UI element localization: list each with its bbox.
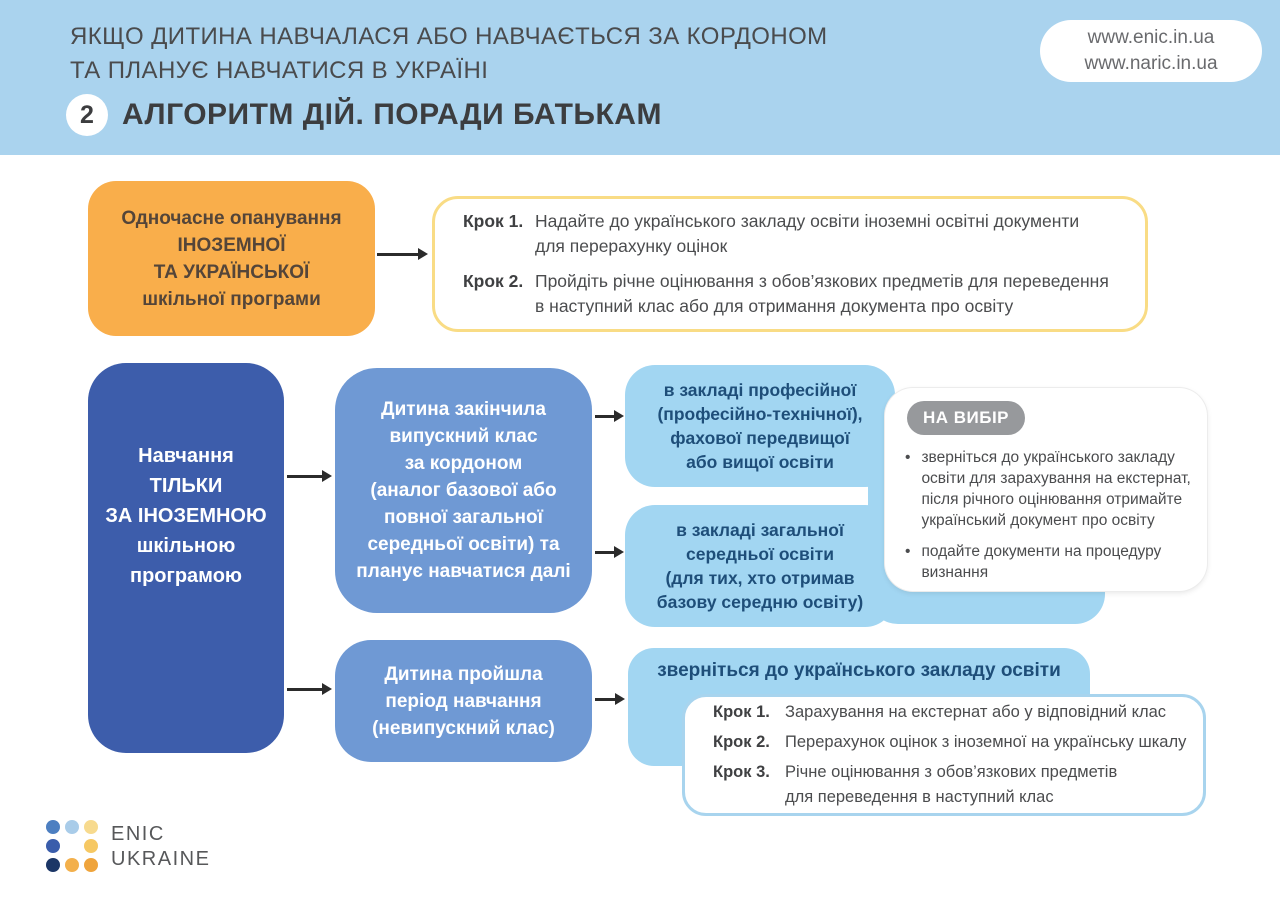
logo-dot	[65, 839, 79, 853]
arrow-midyear-to-contact	[595, 698, 616, 701]
website-url: www.naric.in.ua	[1084, 53, 1218, 74]
logo-dot	[46, 820, 60, 834]
step-text: Пройдіть річне оцінювання з обов’язкових предметів для переведення в наступний клас або для отримання документа про освіту	[535, 271, 1109, 316]
vocational-line: в закладі професійної	[663, 380, 857, 400]
page-title: АЛГОРИТМ ДІЙ. ПОРАДИ БАТЬКАМ	[122, 98, 662, 131]
step-label: Крок 1.	[463, 211, 524, 231]
graduated-line: повної загальної	[384, 507, 543, 528]
step-row	[713, 700, 1187, 725]
graduated-box	[335, 368, 592, 613]
graduated-line: середньої освіти) та	[367, 534, 560, 555]
graduated-line: за кордоном	[404, 453, 523, 474]
dual-program-line: ТА УКРАЇНСЬКОЇ	[153, 261, 310, 283]
choice-bullet-list	[901, 447, 1193, 583]
graduated-line: (аналог базової або	[370, 480, 557, 501]
secondary-line: в закладі загальної	[676, 520, 844, 540]
contact-steps-card	[682, 694, 1206, 816]
title-row	[66, 94, 662, 136]
step-label: Крок 2.	[713, 733, 770, 751]
midyear-line: Дитина пройшла	[384, 663, 543, 685]
logo-dot	[65, 820, 79, 834]
graduated-line: випускний клас	[389, 426, 538, 447]
header-band	[0, 0, 1280, 155]
foreign-only-line: програмою	[129, 565, 242, 587]
dual-program-line: шкільної програми	[142, 288, 321, 310]
graduated-line: планує навчатися далі	[356, 561, 571, 582]
header-subtitle	[70, 20, 828, 88]
enic-logo-line: ENIC	[111, 823, 165, 845]
bullet-dot-icon: •	[905, 543, 911, 560]
dual-program-line: ІНОЗЕМНОЇ	[177, 234, 286, 256]
arrow-foreign-to-graduated	[287, 475, 323, 478]
enic-logo-line: UKRAINE	[111, 848, 211, 870]
choice-bullet-text: зверніться до українського закладу освіти для зарахування на екстернат, після річного оцінювання отримайте український документ про освіту	[921, 449, 1191, 529]
dual-program-box	[88, 181, 375, 336]
step-text: Річне оцінювання з обов’язкових предметів для переведення в наступний клас	[785, 763, 1118, 806]
step-text: Зарахування на екстернат або у відповідний клас	[785, 703, 1167, 721]
step-row	[463, 209, 1123, 259]
step-label: Крок 3.	[713, 763, 770, 781]
vocational-line: фахової передвищої	[670, 428, 850, 448]
logo-dot	[65, 858, 79, 872]
secondary-line: середньої освіти	[686, 544, 834, 564]
step-label: Крок 1.	[713, 703, 770, 721]
enic-logo-dots-icon	[46, 820, 98, 872]
header-subtitle-line: ЯКЩО ДИТИНА НАВЧАЛАСЯ АБО НАВЧАЄТЬСЯ ЗА КОРДОНОМ	[70, 23, 828, 50]
step-row	[713, 760, 1187, 810]
arrow-foreign-to-midyear	[287, 688, 323, 691]
dual-program-line: Одночасне опанування	[121, 207, 342, 229]
step-text: Перерахунок оцінок з іноземної на українську шкалу	[785, 733, 1187, 751]
logo-dot	[84, 858, 98, 872]
enic-logo-text	[111, 820, 210, 872]
step-row	[713, 730, 1187, 755]
header-subtitle-line: ТА ПЛАНУЄ НАВЧАТИСЯ В УКРАЇНІ	[70, 57, 489, 84]
vocational-line: (професійно-технічної),	[657, 404, 863, 424]
enic-logo	[46, 820, 210, 872]
logo-dot	[84, 839, 98, 853]
dual-program-steps-card	[432, 196, 1148, 332]
midyear-line: період навчання	[385, 690, 542, 712]
contact-school-banner: зверніться до українського закладу освіти	[657, 660, 1061, 681]
foreign-only-line: Навчання	[138, 445, 234, 467]
foreign-only-line: шкільною	[136, 535, 236, 557]
step-text: Надайте до українського закладу освіти іноземні освітні документи для перерахунку оцінок	[535, 211, 1080, 256]
choice-bullet	[901, 447, 1193, 531]
logo-dot	[46, 858, 60, 872]
logo-dot	[84, 820, 98, 834]
website-urls-pill	[1040, 20, 1262, 82]
midyear-line: (невипускний клас)	[372, 717, 555, 739]
foreign-only-line: ТІЛЬКИ	[149, 475, 223, 497]
step-label: Крок 2.	[463, 271, 524, 291]
foreign-only-line: ЗА ІНОЗЕМНОЮ	[105, 505, 267, 527]
graduated-line: Дитина закінчила	[381, 399, 546, 420]
bullet-dot-icon: •	[905, 449, 911, 466]
midyear-box	[335, 640, 592, 762]
choice-bullet-text: подайте документи на процедуру визнання	[921, 543, 1162, 581]
foreign-only-box	[88, 363, 284, 753]
choice-card	[885, 388, 1207, 591]
logo-dot	[46, 839, 60, 853]
secondary-line: (для тих, хто отримав	[665, 568, 855, 588]
secondary-institution-box	[625, 505, 895, 627]
choice-badge: НА ВИБІР	[907, 401, 1025, 435]
arrow-graduated-to-vocational	[595, 415, 615, 418]
step-row	[463, 269, 1123, 319]
arrow-dual-to-steps	[377, 253, 419, 256]
vocational-institution-box	[625, 365, 895, 487]
website-url: www.enic.in.ua	[1087, 27, 1215, 48]
secondary-line: базову середню освіту)	[656, 592, 864, 612]
section-number-badge: 2	[66, 94, 108, 136]
vocational-line: або вищої освіти	[686, 452, 834, 472]
choice-bullet	[901, 541, 1193, 583]
arrow-graduated-to-secondary	[595, 551, 615, 554]
